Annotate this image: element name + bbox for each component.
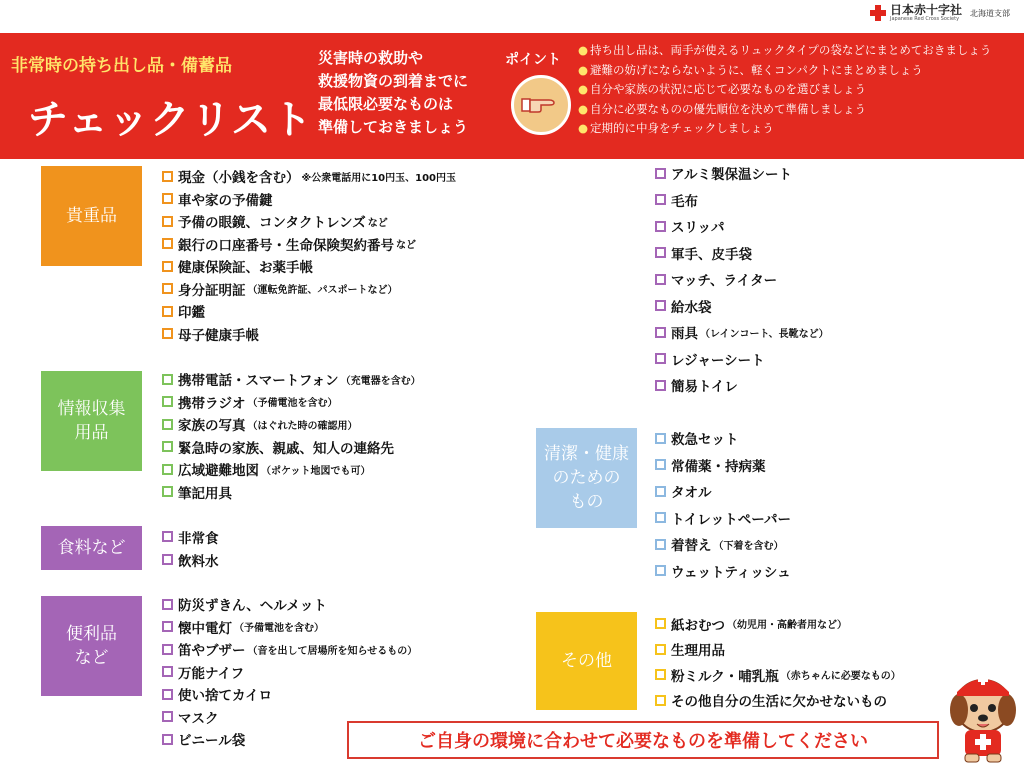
checklist-item[interactable]: 万能ナイフ — [162, 661, 417, 684]
checkbox-icon[interactable] — [655, 327, 666, 338]
checklist-item[interactable]: 紙おむつ （幼児用・高齢者用など） — [655, 611, 901, 637]
checkbox-icon[interactable] — [655, 618, 666, 629]
checklist-item[interactable]: 生理用品 — [655, 637, 901, 663]
checklist-item[interactable]: 母子健康手帳 — [162, 323, 456, 346]
checkbox-icon[interactable] — [655, 512, 666, 523]
checkbox-icon[interactable] — [162, 711, 173, 722]
checkbox-icon[interactable] — [655, 274, 666, 285]
checklist-item[interactable]: 家族の写真 （はぐれた時の確認用） — [162, 413, 421, 436]
category-convenience: 便利品 など — [41, 596, 142, 696]
checklist-item[interactable]: 現金（小銭を含む） ※公衆電話用に10円玉、100円玉 — [162, 165, 456, 188]
banner-message — [318, 47, 468, 139]
checklist-item[interactable]: 銀行の口座番号・生命保険契約番号 など — [162, 233, 456, 256]
valuables-list — [162, 165, 456, 345]
checkbox-icon[interactable] — [162, 599, 173, 610]
checklist-item[interactable]: 救急セット — [655, 425, 793, 452]
checkbox-icon[interactable] — [162, 666, 173, 677]
checklist-item[interactable]: 笛やブザー （音を出して居場所を知らせるもの） — [162, 638, 417, 661]
checklist-item[interactable]: 飲料水 — [162, 548, 221, 571]
checkbox-icon[interactable] — [162, 283, 173, 294]
header-banner — [0, 33, 1024, 159]
checkbox-icon[interactable] — [655, 539, 666, 550]
checklist-item[interactable]: 防災ずきん、ヘルメット — [162, 593, 417, 616]
checklist-item[interactable]: スリッパ — [655, 213, 829, 240]
checklist-item[interactable]: 印鑑 — [162, 300, 456, 323]
bullet-icon: ● — [578, 121, 589, 135]
checklist-item[interactable]: マッチ、ライター — [655, 266, 829, 293]
checkbox-icon[interactable] — [162, 328, 173, 339]
checkbox-icon[interactable] — [655, 247, 666, 258]
checkbox-icon[interactable] — [162, 689, 173, 700]
checkbox-icon[interactable] — [162, 734, 173, 745]
checklist-item[interactable]: 使い捨てカイロ — [162, 683, 417, 706]
checkbox-icon[interactable] — [655, 486, 666, 497]
bullet-icon: ● — [578, 101, 589, 116]
org-name: 日本赤十字社 — [889, 3, 962, 17]
checklist-item[interactable]: 非常食 — [162, 525, 221, 548]
checkbox-icon[interactable] — [162, 216, 173, 227]
org-branch: 北海道支部 — [970, 8, 1010, 18]
checklist-item[interactable]: 車や家の予備鍵 — [162, 188, 456, 211]
checkbox-icon[interactable] — [162, 238, 173, 249]
checkbox-icon[interactable] — [162, 171, 173, 182]
checkbox-icon[interactable] — [655, 194, 666, 205]
checkbox-icon[interactable] — [162, 644, 173, 655]
category-valuables: 貴重品 — [41, 166, 142, 266]
footer-message: ご自身の環境に合わせて必要なものを準備してください — [347, 721, 939, 759]
checklist-item[interactable]: その他自分の生活に欠かせないもの — [655, 688, 901, 714]
point-item: ● 避難の妨げにならないように、軽くコンパクトにまとめましょう — [578, 62, 923, 77]
checklist-item[interactable]: 懐中電灯 （予備電池を含む） — [162, 616, 417, 639]
checklist-item[interactable]: 軍手、皮手袋 — [655, 240, 829, 267]
checklist-item[interactable]: 携帯ラジオ （予備電池を含む） — [162, 391, 421, 414]
red-cross-logo — [870, 4, 1010, 22]
category-hygiene: 清潔・健康 のための もの — [536, 428, 637, 528]
checkbox-icon[interactable] — [162, 441, 173, 452]
bullet-icon: ● — [578, 82, 589, 96]
banner-message-line: 災害時の救助や — [318, 49, 424, 67]
org-name-en: Japanese Red Cross Society — [889, 16, 960, 22]
checkbox-icon[interactable] — [655, 669, 666, 680]
category-info: 情報収集 用品 — [41, 371, 142, 471]
page-title: チェックリスト — [28, 97, 313, 143]
point-label: ポイント — [505, 52, 561, 68]
checklist-item[interactable]: 簡易トイレ — [655, 372, 829, 399]
checklist-item[interactable]: 常備薬・持病薬 — [655, 452, 793, 479]
checkbox-icon[interactable] — [162, 486, 173, 497]
checklist-item[interactable]: マスク — [162, 706, 417, 729]
checkbox-icon[interactable] — [162, 193, 173, 204]
checkbox-icon[interactable] — [655, 353, 666, 364]
point-item: ● 持ち出し品は、両手が使えるリュックタイプの袋などにまとめておきましょう — [578, 43, 992, 57]
checklist-item[interactable]: 身分証明証 （運転免許証、パスポートなど） — [162, 278, 456, 301]
bullet-icon: ● — [578, 62, 589, 77]
checklist-item[interactable]: 予備の眼鏡、コンタクトレンズ など — [162, 210, 456, 233]
checklist-item[interactable]: 緊急時の家族、親戚、知人の連絡先 — [162, 436, 421, 459]
checklist-item[interactable]: レジャーシート — [655, 346, 829, 373]
checklist-item[interactable]: 粉ミルク・哺乳瓶 （赤ちゃんに必要なもの） — [655, 662, 901, 688]
category-food: 食料など — [41, 526, 142, 570]
category-other: その他 — [536, 612, 637, 710]
checkbox-icon[interactable] — [655, 221, 666, 232]
banner-message-line: 最低限必要なものは — [318, 95, 454, 113]
checkbox-icon[interactable] — [162, 621, 173, 632]
checklist-item[interactable]: 健康保険証、お薬手帳 — [162, 255, 456, 278]
banner-message-line: 準備しておきましょう — [318, 118, 469, 136]
checklist-item[interactable]: 筆記用具 — [162, 481, 421, 504]
mascot-dog-illustration — [947, 668, 1019, 764]
checkbox-icon[interactable] — [655, 168, 666, 179]
checkbox-icon[interactable] — [655, 380, 666, 391]
checklist-item[interactable]: 毛布 — [655, 187, 829, 214]
checkbox-icon[interactable] — [655, 459, 666, 470]
checklist-item[interactable]: 雨具 （レインコート、長靴など） — [655, 319, 829, 346]
point-item: ● 自分に必要なものの優先順位を決めて準備しましょう — [578, 101, 867, 116]
point-list — [578, 41, 991, 139]
pointing-hand-icon — [521, 95, 557, 115]
checkbox-icon[interactable] — [162, 419, 173, 430]
info-list — [162, 368, 421, 503]
food-list — [162, 525, 221, 571]
checkbox-icon[interactable] — [162, 531, 173, 542]
checklist-item[interactable]: 携帯電話・スマートフォン （充電器を含む） — [162, 368, 421, 391]
red-cross-icon — [870, 5, 886, 21]
checkbox-icon[interactable] — [162, 261, 173, 272]
checklist-item[interactable]: 着替え （下着を含む） — [655, 531, 793, 558]
banner-message-line: 救援物資の到着までに — [318, 72, 469, 90]
page-subtitle: 非常時の持ち出し品・備蓄品 — [11, 56, 232, 76]
checklist-item[interactable]: 給水袋 — [655, 293, 829, 320]
convenience-more-list — [655, 160, 829, 399]
checklist-item[interactable]: タオル — [655, 478, 793, 505]
checkbox-icon[interactable] — [162, 554, 173, 565]
checkbox-icon[interactable] — [162, 464, 173, 475]
checkbox-icon[interactable] — [655, 565, 666, 576]
checkbox-icon[interactable] — [655, 695, 666, 706]
bullet-icon: ● — [578, 43, 589, 57]
point-item: ● 自分や家族の状況に応じて必要なものを選びましょう — [578, 82, 867, 96]
point-item: ● 定期的に中身をチェックしましょう — [578, 121, 774, 135]
checklist-item[interactable]: 広域避難地図 （ポケット地図でも可） — [162, 458, 421, 481]
other-list — [655, 611, 901, 713]
checkbox-icon[interactable] — [655, 300, 666, 311]
checkbox-icon[interactable] — [162, 396, 173, 407]
checklist-item[interactable]: アルミ製保温シート — [655, 160, 829, 187]
checklist-item[interactable]: ビニール袋 — [162, 728, 417, 751]
checklist-item[interactable]: トイレットペーパー — [655, 505, 793, 532]
hygiene-list — [655, 425, 793, 584]
checkbox-icon[interactable] — [655, 644, 666, 655]
checklist-item[interactable]: ウェットティッシュ — [655, 558, 793, 585]
checkbox-icon[interactable] — [655, 433, 666, 444]
checkbox-icon[interactable] — [162, 374, 173, 385]
checkbox-icon[interactable] — [162, 306, 173, 317]
